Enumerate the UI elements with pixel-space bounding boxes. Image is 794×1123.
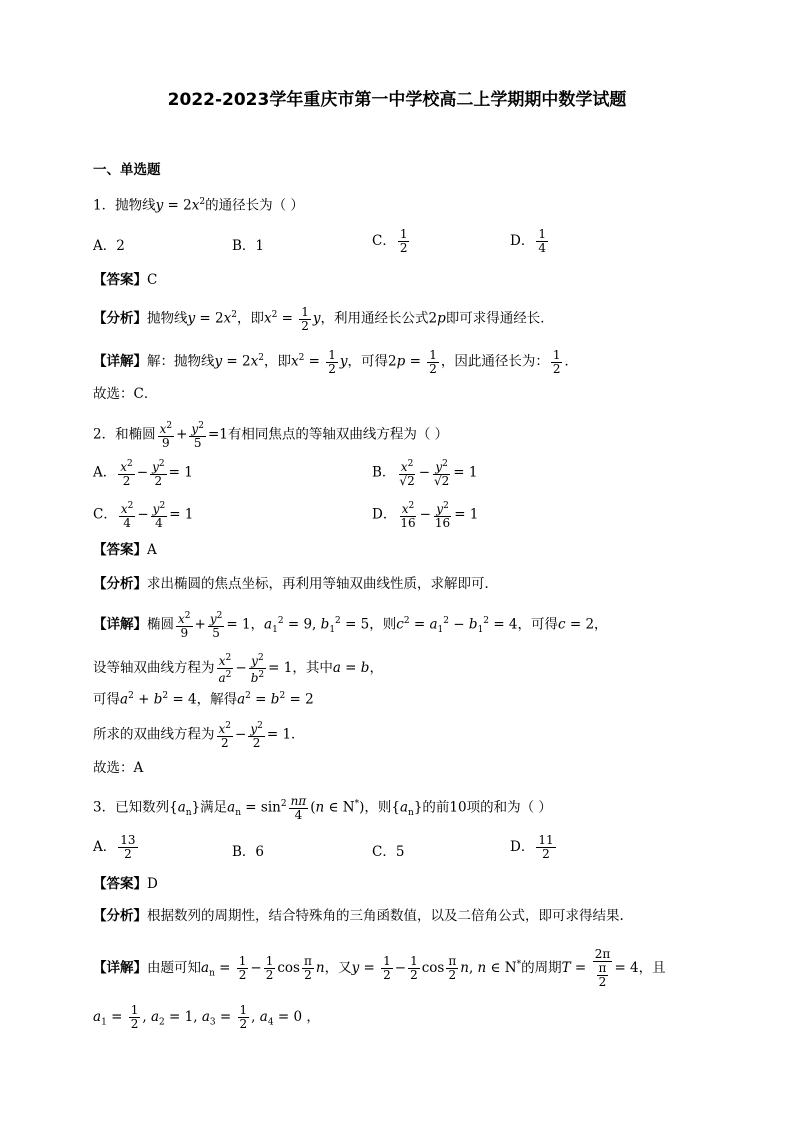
q2-answer: 【答案】A	[93, 542, 157, 558]
q2-option-d[interactable]: D． $\frac{x^2}{16}$ − $\frac{y^2}{16}$ = 1	[372, 501, 479, 530]
q3-detail-line2: $a_1$ = $\frac{1}{2}$ , $a_2 = 1$, $a_3$ = $\frac{1}{2}$ , $a_4 = 0$ ，	[93, 1003, 320, 1031]
section-heading: 一、单选题	[93, 162, 161, 178]
question-2-stem: 2．和椭圆 $\frac{x^2}{9}$ + $\frac{y^2}{5}$ =1有相同焦点的等轴双曲线方程为（ ）	[93, 421, 449, 450]
q2-option-a[interactable]: A． $\frac{x^2}{2}$ − $\frac{y^2}{2}$ = 1	[93, 459, 193, 488]
q1-option-b[interactable]: B．1	[232, 238, 265, 254]
question-1-stem: 1．抛物线$y = 2x^2$的通径长为（ ）	[93, 197, 304, 214]
q3-option-d[interactable]: D． $\frac{11}{2}$	[510, 833, 554, 861]
page-title: 2022-2023学年重庆市第一中学校高二上学期期中数学试题	[167, 90, 627, 110]
q2-detail-line4: 所求的双曲线方程为 $\frac{x^2}{2}$ − $\frac{y^2}{2}$ = 1．	[93, 721, 305, 750]
q2-detail: 【详解】椭圆 $\frac{x^2}{9}$ + $\frac{y^2}{5}$ = 1，$a_1^2 = 9$, $b_1^2 = 5$，则$c^2 = a_1^2 - b_1^2 = 4$，可得c = 2，	[93, 611, 608, 640]
question-3-stem: 3．已知数列$\{a_n\}$满足$a_n = \sin^2$ $\frac{n\pi}{4}$ (n ∈ N*)，则$\{a_n\}$的前10项的和为（ ）	[93, 793, 552, 822]
q3-option-c[interactable]: C．5	[372, 844, 405, 860]
q2-detail-line3: 可得$a^2 + b^2 = 4$，解得$a^2 = b^2 = 2$	[93, 691, 314, 708]
q1-answer: 【答案】C	[93, 272, 158, 288]
q3-analysis: 【分析】根据数列的周期性，结合特殊角的三角函数值，以及二倍角公式，即可求得结果.	[93, 908, 624, 924]
q1-option-a[interactable]: A．2	[93, 238, 125, 254]
q3-detail: 【详解】由题可知$a_n$ = $\frac{1}{2}$ − $\frac{1}{2}$ cos $\frac{\pi}{2}$ n，又y = $\frac{1}{2}$ − $\frac{1}{2}$ cos $\frac{\pi}{2}$ n, n ∈ N*的周期T = $\frac{2\pi}{\frac{\pi}{2}}$ = 4，且	[93, 947, 666, 989]
q1-choose: 故选：C．	[93, 386, 158, 402]
q2-choose: 故选：A	[93, 760, 144, 776]
q1-option-d[interactable]: D． $\frac{1}{4}$	[510, 227, 546, 255]
q1-analysis: 【分析】抛物线$y = 2x^2$，即$x^2$ = $\frac{1}{2}$ y，利用通经长公式2p即可求得通经长．	[93, 304, 554, 333]
q3-option-a[interactable]: A． $\frac{13}{2}$	[93, 833, 136, 861]
q2-detail-line2: 设等轴双曲线方程为 $\frac{x^2}{a^2}$ − $\frac{y^2}{b^2}$ = 1，其中a = b，	[93, 653, 383, 685]
q2-analysis: 【分析】求出椭圆的焦点坐标，再利用等轴双曲线性质，求解即可．	[93, 576, 498, 592]
q2-option-b[interactable]: B． $\frac{x^2}{√2}$ − $\frac{y^2}{√2}$ = 1	[372, 459, 478, 488]
q1-option-c[interactable]: C． $\frac{1}{2}$	[372, 227, 408, 255]
q1-detail: 【详解】解：抛物线$y = 2x^2$，即$x^2$ = $\frac{1}{2}$ y，可得2p = $\frac{1}{2}$ ，因此通径长为： $\frac{1}{2}$ ．	[93, 347, 578, 376]
q2-option-c[interactable]: C． $\frac{x^2}{4}$ − $\frac{y^2}{4}$ = 1	[93, 501, 194, 530]
q3-option-b[interactable]: B．6	[232, 844, 265, 860]
q3-answer: 【答案】D	[93, 876, 158, 892]
